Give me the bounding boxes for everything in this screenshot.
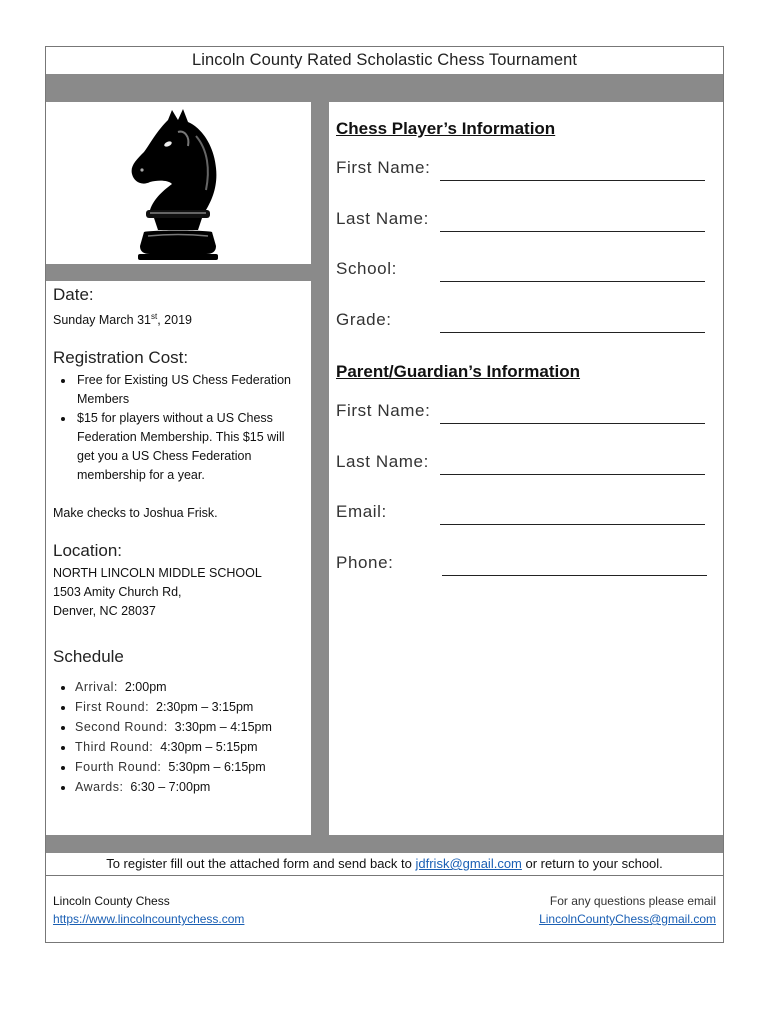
date-heading: Date:: [53, 285, 94, 304]
column-divider: [311, 102, 329, 835]
location-address: NORTH LINCOLN MIDDLE SCHOOL 1503 Amity Church Rd, Denver, NC 28037: [53, 566, 262, 619]
field-label: Grade:: [336, 309, 392, 329]
parent-phone-field[interactable]: [336, 539, 721, 590]
register-email-link[interactable]: jdfrisk@gmail.com: [415, 856, 522, 871]
page-title: Lincoln County Rated Scholastic Chess Tournament: [46, 47, 723, 75]
blank-line[interactable]: [440, 524, 705, 525]
field-label: First Name:: [336, 158, 431, 177]
list-item: • Arrival: 2:00pm: [75, 677, 308, 697]
parent-first-name-field[interactable]: [336, 387, 721, 438]
flyer-frame: [45, 46, 724, 943]
registration-list: [53, 371, 308, 485]
registration-heading: Registration Cost:: [53, 348, 189, 368]
location-heading: Location:: [53, 541, 122, 561]
parent-last-name-field[interactable]: [336, 438, 721, 489]
player-last-name-field[interactable]: [336, 195, 721, 246]
blank-line[interactable]: [440, 180, 705, 181]
footer-left: [53, 892, 244, 928]
blank-line[interactable]: [440, 281, 705, 282]
field-label: Last Name:: [336, 451, 429, 471]
schedule-heading: Schedule: [53, 647, 124, 667]
player-school-field[interactable]: [336, 245, 721, 296]
date-value: Sunday March 31st, 2019: [53, 312, 192, 328]
list-item: • Second Round: 3:30pm – 4:15pm: [75, 717, 308, 737]
player-info-heading: Chess Player’s Information: [336, 119, 556, 138]
bottom-band: [46, 835, 723, 853]
blank-line[interactable]: [440, 231, 705, 232]
list-item: • $15 for players without a US Chess Federation Membership. This $15 will get you a US Chess Federation membership for a year.: [75, 409, 292, 485]
parent-email-field[interactable]: [336, 488, 721, 539]
chess-knight-icon: [128, 106, 226, 262]
list-item: • Awards: 6:30 – 7:00pm: [75, 777, 308, 797]
list-item: • Third Round: 4:30pm – 5:15pm: [75, 737, 308, 757]
parent-info-heading: Parent/Guardian’s Information: [336, 362, 581, 381]
blank-line[interactable]: [442, 575, 707, 576]
field-label: School:: [336, 259, 397, 278]
player-first-name-field[interactable]: [336, 144, 721, 195]
footer-right: [539, 892, 716, 928]
blank-line[interactable]: [440, 332, 705, 333]
logo-area: [46, 102, 311, 264]
left-gray-band: [46, 264, 311, 281]
website-link[interactable]: https://www.lincolncountychess.com: [53, 912, 245, 926]
blank-line[interactable]: [440, 474, 705, 475]
list-item: • Free for Existing US Chess Federation Members: [75, 371, 302, 409]
player-grade-field[interactable]: [336, 296, 721, 347]
contact-email-link[interactable]: LincolnCountyChess@gmail.com: [539, 912, 716, 926]
schedule-list: [53, 677, 308, 797]
questions-note: For any questions please email: [549, 894, 716, 908]
field-label: Last Name:: [336, 208, 429, 228]
header-band: [46, 74, 723, 102]
field-label: First Name:: [336, 401, 431, 420]
checks-note: Make checks to Joshua Frisk.: [53, 506, 218, 521]
list-item: • Fourth Round: 5:30pm – 6:15pm: [75, 757, 308, 777]
field-label: Phone:: [336, 552, 394, 572]
list-item: • First Round: 2:30pm – 3:15pm: [75, 697, 308, 717]
event-details: [53, 285, 308, 797]
field-label: Email:: [336, 502, 387, 521]
blank-line[interactable]: [440, 423, 705, 424]
register-instructions: To register fill out the attached form and send back to jdfrisk@gmail.com or return to your school.: [46, 853, 723, 876]
org-name: Lincoln County Chess: [53, 894, 170, 908]
registration-form: [336, 119, 721, 589]
